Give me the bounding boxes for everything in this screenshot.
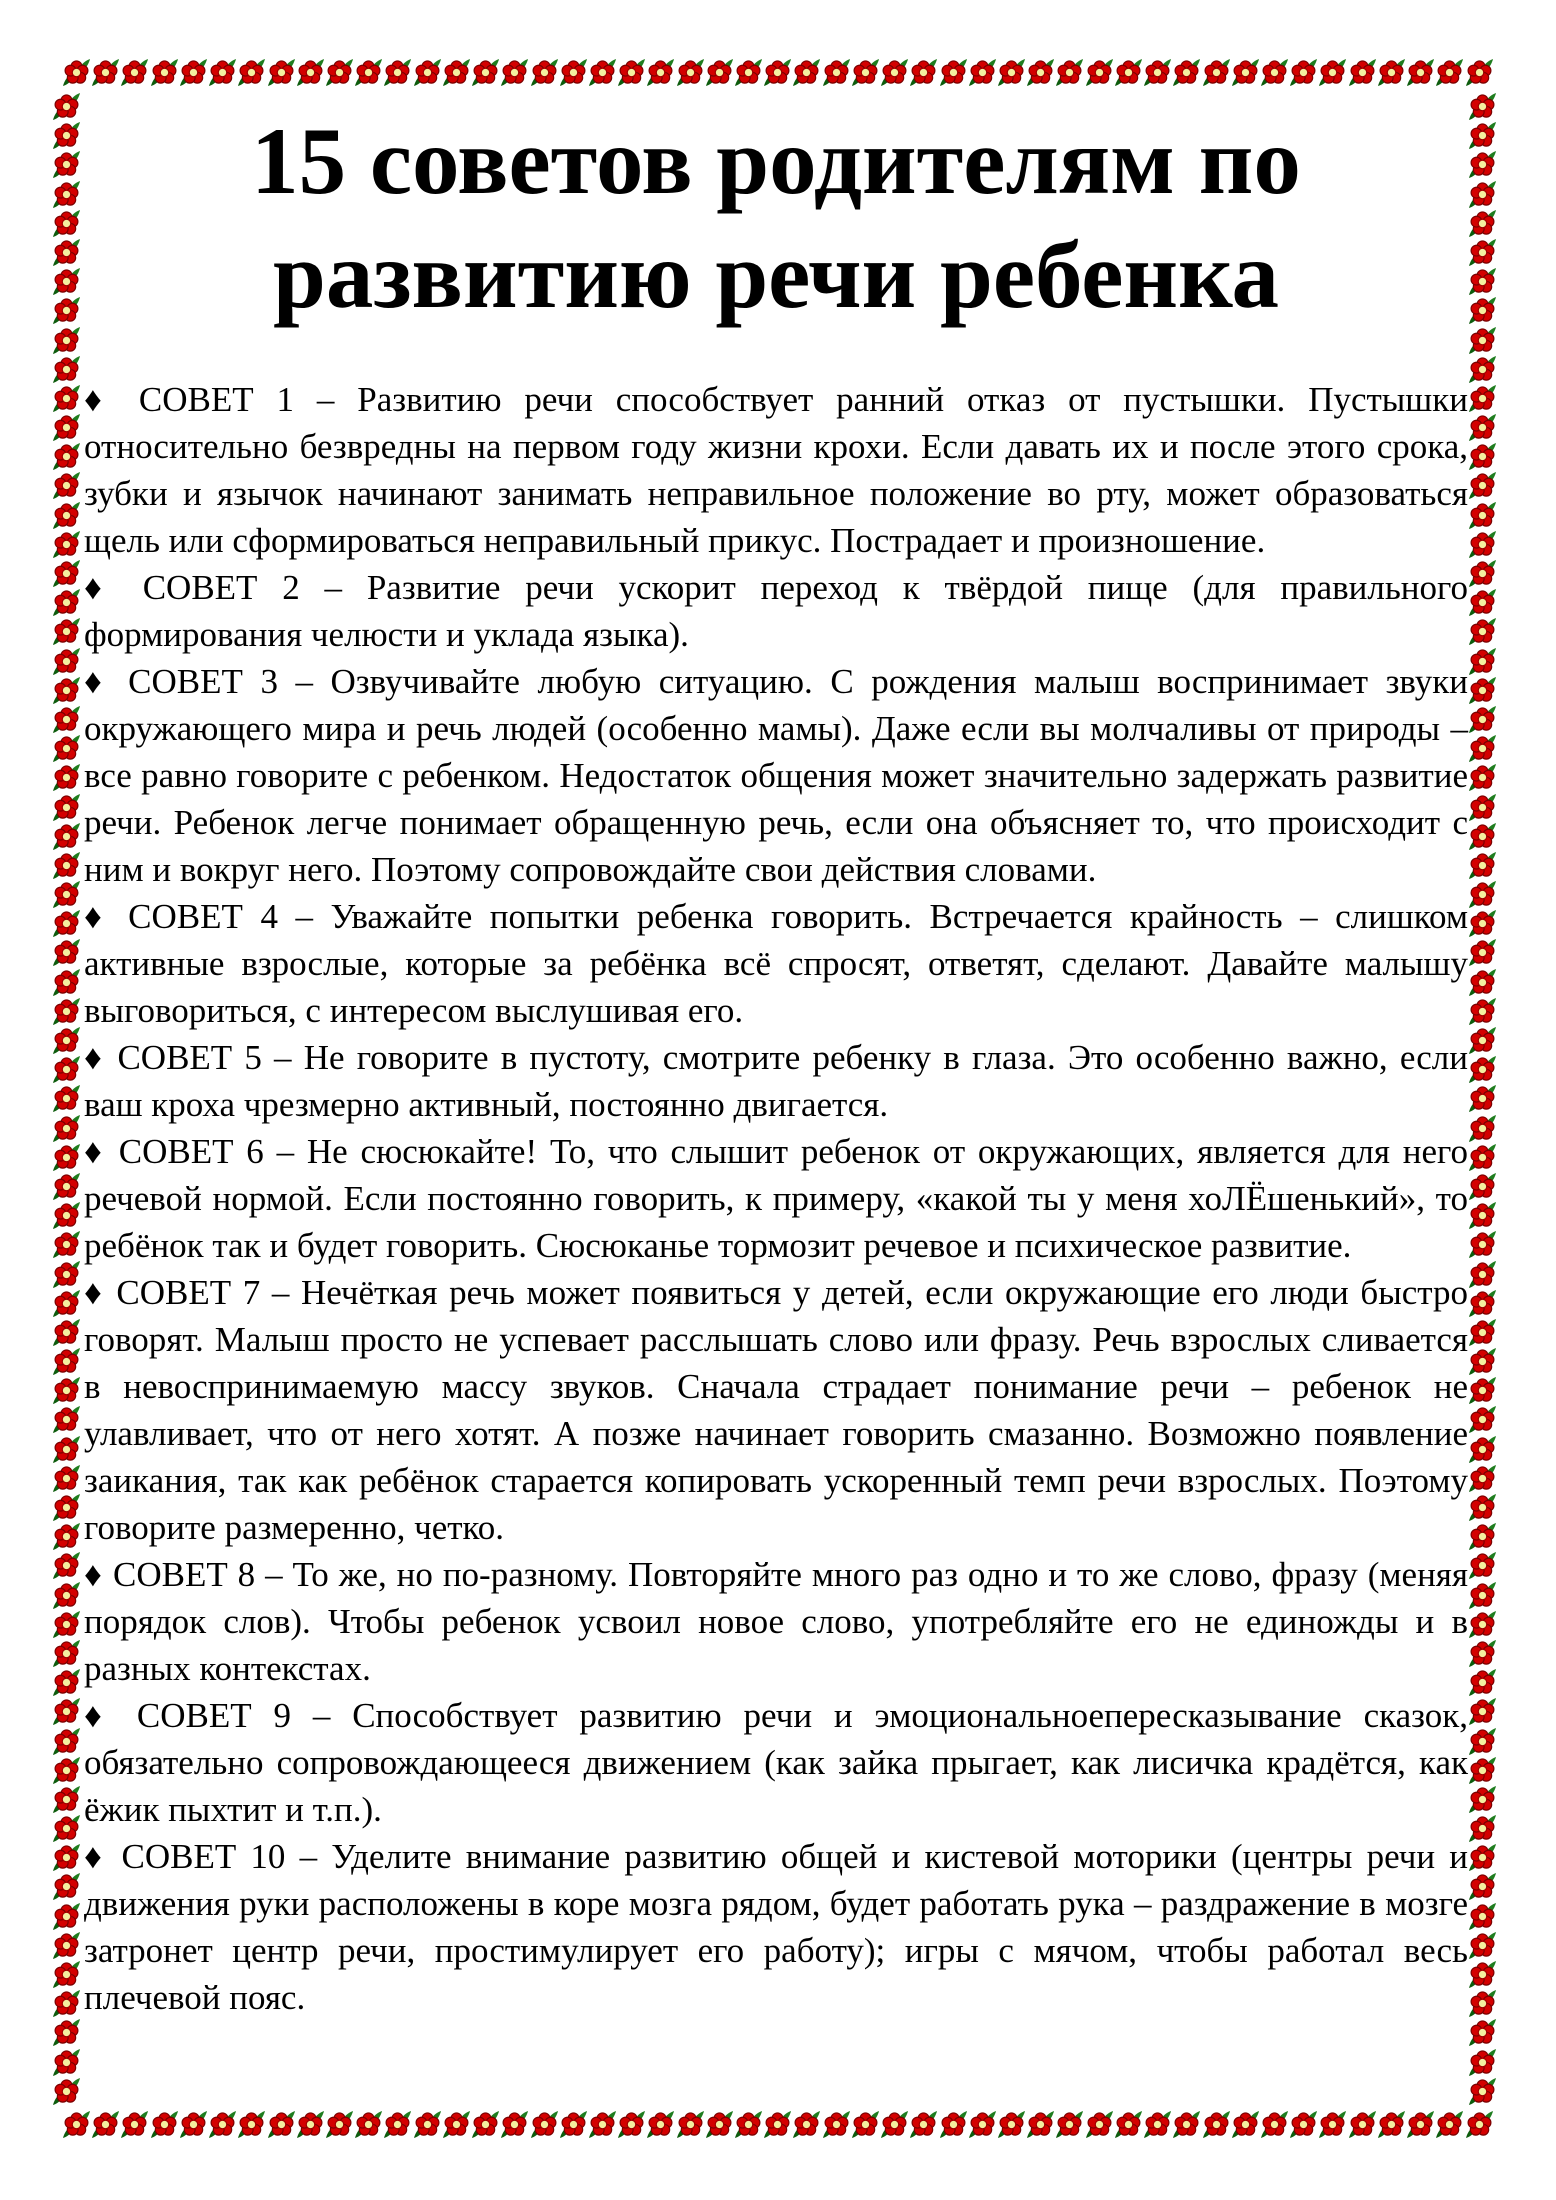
flower-icon	[52, 413, 81, 442]
flower-icon	[413, 58, 442, 87]
flower-icon	[52, 617, 81, 646]
flower-icon	[52, 2077, 81, 2106]
flower-icon	[1468, 705, 1497, 734]
flower-icon	[1468, 793, 1497, 822]
flower-icon	[1468, 851, 1497, 880]
flower-icon	[1468, 2077, 1497, 2106]
flower-icon	[500, 58, 529, 87]
flower-icon	[1406, 2110, 1435, 2139]
flower-icon	[52, 676, 81, 705]
flower-icon	[383, 58, 412, 87]
flower-icon	[1468, 1230, 1497, 1259]
flower-icon	[1468, 1084, 1497, 1113]
flower-icon	[559, 2110, 588, 2139]
flower-icon	[1468, 1902, 1497, 1931]
flower-icon	[1465, 58, 1494, 87]
flower-icon	[1468, 2018, 1497, 2047]
flower-icon	[1055, 58, 1084, 87]
flower-icon	[52, 1814, 81, 1843]
flower-icon	[1026, 2110, 1055, 2139]
flower-icon	[354, 58, 383, 87]
flower-icon	[1289, 2110, 1318, 2139]
flower-icon	[208, 2110, 237, 2139]
flower-icon	[851, 58, 880, 87]
flower-icon	[1318, 58, 1347, 87]
flower-icon	[120, 58, 149, 87]
flower-icon	[1202, 2110, 1231, 2139]
flower-icon	[1468, 1172, 1497, 1201]
flower-icon	[150, 58, 179, 87]
flower-icon	[1468, 1668, 1497, 1697]
flower-icon	[208, 58, 237, 87]
flower-icon	[1468, 1610, 1497, 1639]
flower-icon	[968, 58, 997, 87]
flower-icon	[442, 58, 471, 87]
flower-icon	[1435, 2110, 1464, 2139]
flower-icon	[52, 1727, 81, 1756]
flower-icon	[1468, 1697, 1497, 1726]
flower-icon	[1468, 1026, 1497, 1055]
flower-icon	[1468, 326, 1497, 355]
flower-icon	[52, 1230, 81, 1259]
flower-icon	[1468, 1376, 1497, 1405]
flower-icon	[52, 1960, 81, 1989]
flower-icon	[52, 180, 81, 209]
flower-icon	[52, 1756, 81, 1785]
flower-icon	[676, 58, 705, 87]
tip-paragraph-6: ♦ СОВЕТ 6 – Не сюсюкайте! То, что слышит ребенок от окружающих, является для него речевой нормой. Если постоянно говорить, к примеру, «какой ты у меня хоЛЁшенький», то ребёнок так и будет говорить. Сюсюканье тормозит речевое и психическое развитие.	[84, 1132, 1468, 1265]
flower-icon	[52, 1639, 81, 1668]
flower-icon	[62, 2110, 91, 2139]
flower-icon	[52, 1697, 81, 1726]
flower-icon	[617, 2110, 646, 2139]
flower-icon	[792, 58, 821, 87]
flower-icon	[52, 1464, 81, 1493]
flower-icon	[1468, 1785, 1497, 1814]
flower-icon	[646, 58, 675, 87]
flower-icon	[500, 2110, 529, 2139]
flower-icon	[52, 1201, 81, 1230]
flower-icon	[1055, 2110, 1084, 2139]
flower-icon	[1468, 1639, 1497, 1668]
flower-icon	[52, 150, 81, 179]
decorative-border-top	[62, 58, 1494, 88]
flower-icon	[237, 58, 266, 87]
flower-icon	[52, 1551, 81, 1580]
decorative-border-right	[1468, 92, 1498, 2106]
flower-icon	[52, 530, 81, 559]
flower-icon	[354, 2110, 383, 2139]
flower-icon	[1468, 559, 1497, 588]
flower-icon	[52, 1872, 81, 1901]
tip-paragraph-4: ♦ СОВЕТ 4 – Уважайте попытки ребенка говорить. Встречается крайность – слишком активные взрослые, которые за ребёнка всё спросят, ответят, сделают. Давайте малышу выговориться, с интересом выслушивая его.	[84, 897, 1468, 1030]
flower-icon	[325, 2110, 354, 2139]
flower-icon	[52, 588, 81, 617]
flower-icon	[52, 851, 81, 880]
flower-icon	[1026, 58, 1055, 87]
flower-icon	[1231, 2110, 1260, 2139]
flower-icon	[52, 501, 81, 530]
flower-icon	[1468, 997, 1497, 1026]
flower-icon	[52, 880, 81, 909]
tip-paragraph-5: ♦ СОВЕТ 5 – Не говорите в пустоту, смотрите ребенку в глаза. Это особенно важно, если ваш кроха чрезмерно активный, постоянно двигается.	[84, 1038, 1468, 1124]
tip-paragraph-3: ♦ СОВЕТ 3 – Озвучивайте любую ситуацию. С рождения малыш воспринимает звуки окружающего мира и речь людей (особенно мамы). Даже если вы молчаливы от природы – все равно говорите с ребенком. Недостаток общения может значительно задержать развитие речи. Ребенок легче понимает обращенную речь, если она объясняет то, что происходит с ним и вокруг него. Поэтому сопровождайте свои действия словами.	[84, 662, 1468, 889]
flower-icon	[1348, 58, 1377, 87]
flower-icon	[1468, 1989, 1497, 2018]
flower-icon	[442, 2110, 471, 2139]
flower-icon	[1468, 501, 1497, 530]
flower-icon	[939, 58, 968, 87]
flower-icon	[1468, 296, 1497, 325]
flower-icon	[1468, 1289, 1497, 1318]
tip-paragraph-10: ♦ СОВЕТ 10 – Уделите внимание развитию общей и кистевой моторики (центры речи и движения руки расположены в коре мозга рядом, будет работать рука – раздражение в мозге затронет центр речи, простимулирует его работу); игры с мячом, чтобы работал весь плечевой пояс.	[84, 1837, 1468, 2017]
flower-icon	[1468, 180, 1497, 209]
flower-icon	[1377, 2110, 1406, 2139]
flower-icon	[705, 2110, 734, 2139]
flower-icon	[1468, 822, 1497, 851]
decorative-border-left	[52, 92, 82, 2106]
flower-icon	[52, 1055, 81, 1084]
flower-icon	[179, 58, 208, 87]
flower-icon	[52, 734, 81, 763]
flower-icon	[52, 1989, 81, 2018]
flower-icon	[1468, 588, 1497, 617]
flower-icon	[1468, 2048, 1497, 2077]
flower-icon	[1289, 58, 1318, 87]
flower-icon	[52, 1435, 81, 1464]
flower-icon	[617, 58, 646, 87]
page-title	[84, 88, 1468, 332]
flower-icon	[52, 1260, 81, 1289]
flower-icon	[52, 909, 81, 938]
flower-icon	[1468, 1405, 1497, 1434]
flower-icon	[1468, 530, 1497, 559]
flower-icon	[1406, 58, 1435, 87]
flower-icon	[52, 296, 81, 325]
flower-icon	[1468, 938, 1497, 967]
flower-icon	[91, 58, 120, 87]
flower-icon	[1172, 2110, 1201, 2139]
flower-icon	[52, 1084, 81, 1113]
flower-icon	[1468, 1347, 1497, 1376]
flower-icon	[1468, 1464, 1497, 1493]
flower-icon	[52, 121, 81, 150]
flower-icon	[705, 58, 734, 87]
flower-icon	[968, 2110, 997, 2139]
flower-icon	[1114, 58, 1143, 87]
tip-paragraph-9: ♦ СОВЕТ 9 – Способствует развитию речи и эмоциональноепересказывание сказок, обязательно сопровождающееся движением (как зайка прыгает, как лисичка крадётся, как ёжик пыхтит и т.п.).	[84, 1696, 1468, 1829]
flower-icon	[52, 471, 81, 500]
flower-icon	[1468, 209, 1497, 238]
flower-icon	[1468, 384, 1497, 413]
flower-icon	[52, 1318, 81, 1347]
flower-icon	[1085, 58, 1114, 87]
flower-icon	[1468, 413, 1497, 442]
flower-icon	[1260, 58, 1289, 87]
flower-icon	[1468, 1551, 1497, 1580]
flower-icon	[52, 1143, 81, 1172]
flower-icon	[52, 1522, 81, 1551]
flower-icon	[822, 2110, 851, 2139]
flower-icon	[52, 1931, 81, 1960]
flower-icon	[1231, 58, 1260, 87]
flower-icon	[52, 1172, 81, 1201]
flower-icon	[734, 58, 763, 87]
flower-icon	[296, 2110, 325, 2139]
flower-icon	[792, 2110, 821, 2139]
flower-icon	[1468, 1201, 1497, 1230]
flower-icon	[52, 1376, 81, 1405]
flower-icon	[1468, 355, 1497, 384]
flower-icon	[413, 2110, 442, 2139]
flower-icon	[52, 1026, 81, 1055]
flower-icon	[1377, 58, 1406, 87]
flower-icon	[471, 58, 500, 87]
tip-paragraph-2: ♦ СОВЕТ 2 – Развитие речи ускорит переход к твёрдой пище (для правильного формирования челюсти и уклада языка).	[84, 568, 1468, 654]
flower-icon	[383, 2110, 412, 2139]
flower-icon	[52, 647, 81, 676]
flower-icon	[52, 997, 81, 1026]
flower-icon	[52, 822, 81, 851]
flower-icon	[763, 2110, 792, 2139]
flower-icon	[52, 705, 81, 734]
page-title-line-1: 15 советов родителям по	[251, 108, 1301, 214]
flower-icon	[267, 2110, 296, 2139]
flower-icon	[1143, 2110, 1172, 2139]
flower-icon	[1143, 58, 1172, 87]
flower-icon	[1318, 2110, 1347, 2139]
flower-icon	[909, 58, 938, 87]
flower-icon	[296, 58, 325, 87]
flower-icon	[1468, 1727, 1497, 1756]
flower-icon	[52, 938, 81, 967]
flower-icon	[1468, 1318, 1497, 1347]
flower-icon	[997, 2110, 1026, 2139]
flower-icon	[52, 2048, 81, 2077]
flower-icon	[52, 968, 81, 997]
flower-icon	[52, 2018, 81, 2047]
flower-icon	[530, 58, 559, 87]
flower-icon	[763, 58, 792, 87]
flower-icon	[676, 2110, 705, 2139]
flower-icon	[1468, 238, 1497, 267]
flower-icon	[1468, 1814, 1497, 1843]
flower-icon	[52, 559, 81, 588]
flower-icon	[1468, 1260, 1497, 1289]
flower-icon	[52, 793, 81, 822]
flower-icon	[1468, 1581, 1497, 1610]
flower-icon	[1468, 1931, 1497, 1960]
flower-icon	[1468, 1143, 1497, 1172]
flower-icon	[1468, 1435, 1497, 1464]
flower-icon	[588, 58, 617, 87]
flower-icon	[52, 92, 81, 121]
flower-icon	[1468, 1960, 1497, 1989]
flower-icon	[530, 2110, 559, 2139]
flower-icon	[52, 1289, 81, 1318]
flower-icon	[1468, 880, 1497, 909]
flower-icon	[1468, 442, 1497, 471]
flower-icon	[1468, 676, 1497, 705]
flower-icon	[1260, 2110, 1289, 2139]
flower-icon	[52, 1347, 81, 1376]
tip-paragraph-7: ♦ СОВЕТ 7 – Нечёткая речь может появиться у детей, если окружающие его люди быстро говорят. Малыш просто не успевает расслышать слово или фразу. Речь взрослых сливается в невоспринимаемую массу звуков. Сначала страдает понимание речи – ребенок не улавливает, что от него хотят. А позже начинает говорить смазанно. Возможно появление заикания, так как ребёнок старается копировать ускоренный темп речи взрослых. Поэтому говорите размеренно, четко.	[84, 1273, 1468, 1547]
flower-icon	[52, 1114, 81, 1143]
flower-icon	[62, 58, 91, 87]
flower-icon	[646, 2110, 675, 2139]
flower-icon	[52, 209, 81, 238]
flower-icon	[997, 58, 1026, 87]
flower-icon	[52, 1843, 81, 1872]
flower-icon	[237, 2110, 266, 2139]
flower-icon	[1468, 1756, 1497, 1785]
flower-icon	[559, 58, 588, 87]
flower-icon	[1435, 58, 1464, 87]
flower-icon	[52, 1902, 81, 1931]
flower-icon	[851, 2110, 880, 2139]
flower-icon	[1468, 1872, 1497, 1901]
flower-icon	[1202, 58, 1231, 87]
flower-icon	[909, 2110, 938, 2139]
flower-icon	[1468, 1522, 1497, 1551]
flower-icon	[52, 1581, 81, 1610]
flower-icon	[52, 763, 81, 792]
flower-icon	[52, 384, 81, 413]
decorative-border-bottom	[62, 2110, 1494, 2140]
flower-icon	[52, 326, 81, 355]
flower-icon	[1468, 647, 1497, 676]
flower-icon	[880, 2110, 909, 2139]
flower-icon	[734, 2110, 763, 2139]
flower-icon	[52, 1785, 81, 1814]
flower-icon	[1468, 1493, 1497, 1522]
flower-icon	[1468, 92, 1497, 121]
flower-icon	[52, 1493, 81, 1522]
flower-icon	[1468, 734, 1497, 763]
flower-icon	[150, 2110, 179, 2139]
flower-icon	[1085, 2110, 1114, 2139]
flower-icon	[1468, 1114, 1497, 1143]
flower-icon	[52, 1405, 81, 1434]
tip-paragraph-8: ♦ СОВЕТ 8 – То же, но по-разному. Повторяйте много раз одно и то же слово, фразу (меняя порядок слов). Чтобы ребенок усвоил новое слово, употребляйте его не единожды и в разных контекстах.	[84, 1555, 1468, 1688]
page-title-line-2: развитию речи ребенка	[273, 222, 1279, 328]
flower-icon	[1468, 267, 1497, 296]
flower-icon	[1468, 1843, 1497, 1872]
flower-icon	[52, 238, 81, 267]
flower-icon	[1348, 2110, 1377, 2139]
flower-icon	[267, 58, 296, 87]
flower-icon	[325, 58, 354, 87]
flower-icon	[1172, 58, 1201, 87]
flower-icon	[1468, 1055, 1497, 1084]
flower-icon	[822, 58, 851, 87]
flower-icon	[52, 442, 81, 471]
flower-icon	[1465, 2110, 1494, 2139]
document-content	[84, 88, 1468, 2021]
flower-icon	[1468, 121, 1497, 150]
flower-icon	[52, 1610, 81, 1639]
flower-icon	[52, 355, 81, 384]
flower-icon	[1114, 2110, 1143, 2139]
flower-icon	[1468, 150, 1497, 179]
flower-icon	[588, 2110, 617, 2139]
flower-icon	[91, 2110, 120, 2139]
tip-paragraph-1: ♦ СОВЕТ 1 – Развитию речи способствует ранний отказ от пустышки. Пустышки относительно безвредны на первом году жизни крохи. Если давать их и после этого срока, зубки и язычок начинают занимать неправильное положение во рту, может образоваться щель или сформироваться неправильный прикус. Пострадает и произношение.	[84, 380, 1468, 560]
flower-icon	[1468, 471, 1497, 500]
flower-icon	[120, 2110, 149, 2139]
flower-icon	[471, 2110, 500, 2139]
flower-icon	[1468, 763, 1497, 792]
flower-icon	[939, 2110, 968, 2139]
flower-icon	[1468, 617, 1497, 646]
flower-icon	[52, 267, 81, 296]
flower-icon	[52, 1668, 81, 1697]
flower-icon	[880, 58, 909, 87]
flower-icon	[1468, 968, 1497, 997]
flower-icon	[179, 2110, 208, 2139]
flower-icon	[1468, 909, 1497, 938]
